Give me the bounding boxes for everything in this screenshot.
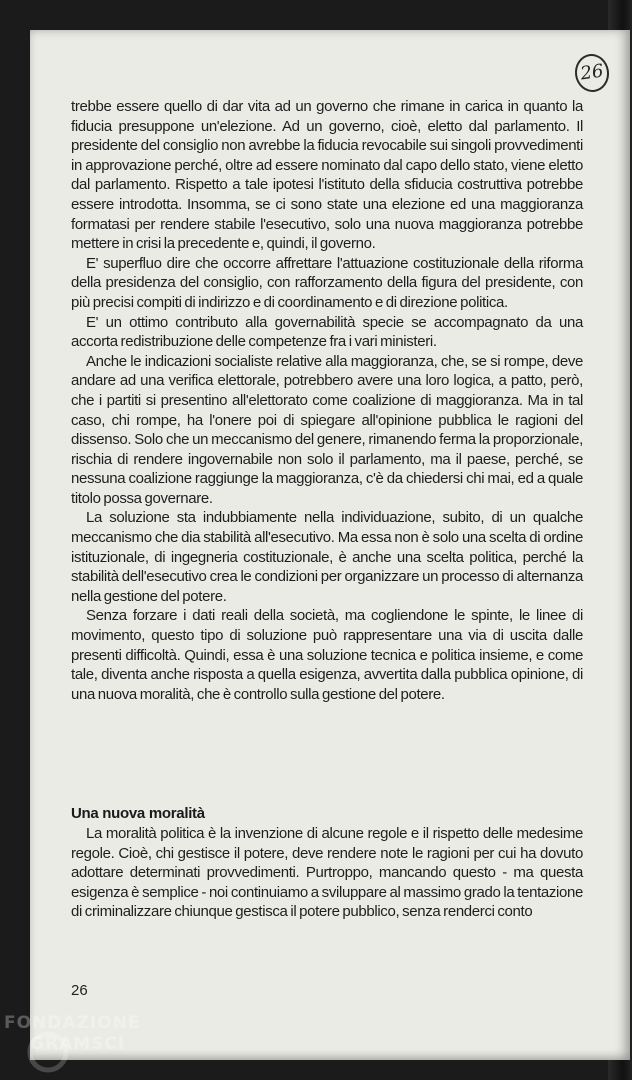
watermark-text: FONDAZIONE (4, 1013, 141, 1033)
paragraph: E' superfluo dire che occorre affrettare l'attuazione costituzionale della riforma della presidenza del consiglio, con rafforzamento della figura del presidente, con più precisi compiti di indirizzo e di coordinamento e di direzione politica. (71, 254, 583, 311)
handwritten-page-number: 26 (573, 52, 612, 94)
paragraph: La moralità politica è la invenzione di alcune regole e il rispetto delle medesime regole. Cioè, chi gestisce il potere, deve rendere note le ragioni per cui ha dovuto adottare determinati provvedimenti. Purtroppo, mancando questo - ma questa esigenza è semplice - noi continuiamo a sviluppare al massimo grado la tentazione di criminalizzare chiunque gestisca il potere pubblico, senza renderci conto (71, 825, 583, 921)
page-number: 26 (71, 982, 88, 999)
paragraph: Senza forzare i dati reali della società, ma cogliendone le spinte, le linee di movimento, questo tipo di soluzione può rappresentare una via di uscita dalle presenti difficoltà. Quindi, essa è una soluzione tecnica e politica insieme, e come tale, diventa anche risposta a quella esigenza, avvertita dalla pubblica opinione, di una nuova moralità, che è controllo sulla gestione del potere. (71, 607, 583, 703)
paragraph: trebbe essere quello di dar vita ad un governo che rimane in carica in quanto la fiducia presuppone un'elezione. Ad un governo, cioè, eletto dal parlamento. Il presidente del consiglio non avrebbe la fiducia revocabile sui singoli provvedimenti in approvazione perché, oltre ad essere nominato dal capo dello stato, viene eletto dal parlamento. Rispetto a tale ipotesi l'istituto della sfiducia costruttiva potrebbe essere introdotta. Insomma, se ci sono state una elezione ed una maggioranza formatasi per rendere stabile l'esecutivo, solo una nuova maggioranza potrebbe mettere in crisi la precedente e, quindi, il governo. (71, 98, 583, 253)
paragraph: E' un ottimo contributo alla governabilità specie se accompagnato da una accorta redistribuzione delle competenze fra i vari ministeri. (71, 313, 583, 351)
body-text (71, 97, 583, 704)
section-body-text (71, 824, 583, 922)
paragraph: La soluzione sta indubbiamente nella individuazione, subito, di un qualche meccanismo che dia stabilità all'esecutivo. Ma essa non è solo una scelta di ordine istituzionale, di ingegneria costituzionale, è anche una scelta politica, perché la stabilità dell'esecutivo crea le condizioni per organizzare un processo di alternanza nella gestione del potere. (71, 509, 583, 605)
watermark-text: GRAMSCI (30, 1034, 126, 1054)
section-heading: Una nuova moralità (71, 805, 205, 822)
paragraph: Anche le indicazioni socialiste relative alla maggioranza, che, se si rompe, deve andare ad una verifica elettorale, potrebbero avere una loro logica, a patto, però, che i partiti si presentino all'elettorato come coalizione di maggioranza. Ma in tal caso, chi rompe, ha l'onere poi di spiegare all'opinione pubblica le ragioni del dissenso. Solo che un meccanismo del genere, rimanendo ferma la proporzionale, rischia di rendere ingovernabile non solo il parlamento, ma il paese, perché, se nessuna coalizione raggiunge la maggioranza, c'è da chiedersi chi mai, ed a quale titolo possa governare. (71, 352, 583, 507)
